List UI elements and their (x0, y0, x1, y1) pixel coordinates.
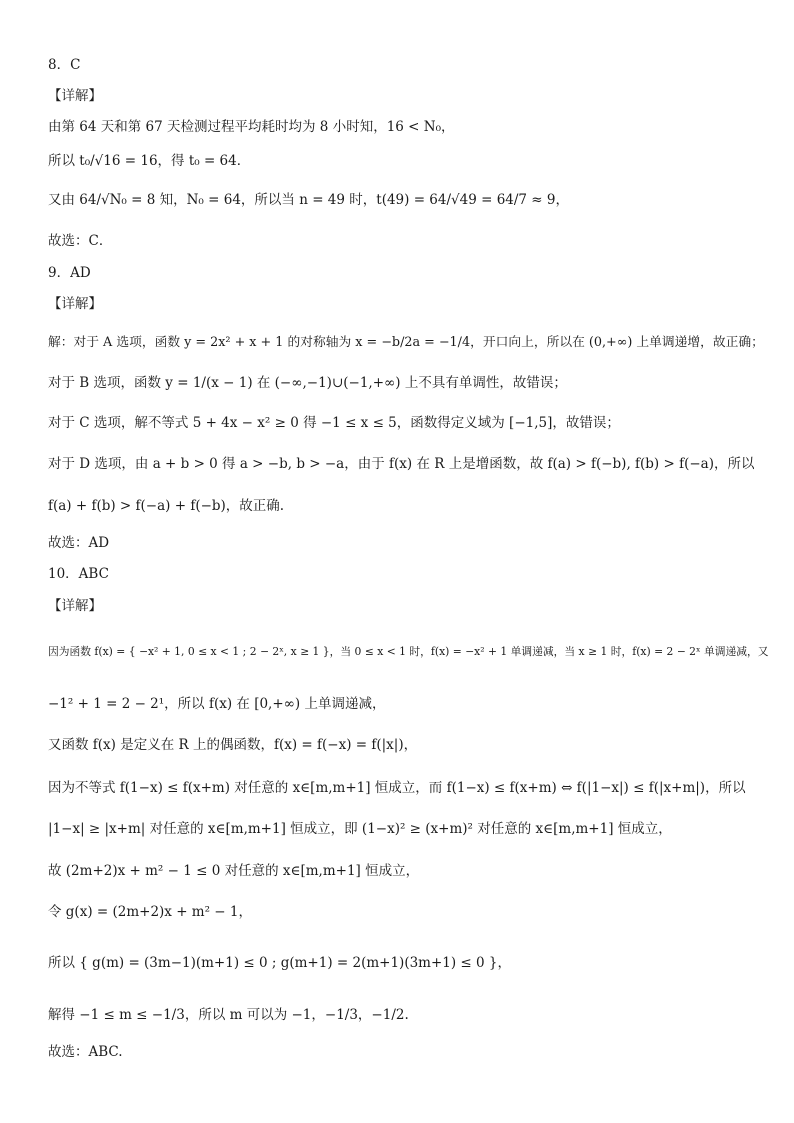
q9-option-d: 对于 D 选项，由 a + b > 0 得 a > −b, b > −a，由于 f(x) 在 R 上是增函数，故 f(a) > f(−b), f(b) > f(−a)，所以 (48, 456, 755, 472)
q9-option-a: 解：对于 A 选项，函数 y = 2x² + x + 1 的对称轴为 x = −b/2a = −1/4，开口向上，所以在 (0,+∞) 上单调递增，故正确； (48, 335, 764, 350)
q10-line-2: −1² + 1 = 2 − 2¹，所以 f(x) 在 [0,+∞) 上单调递减， (48, 696, 386, 712)
q10-line-5: |1−x| ≥ |x+m| 对任意的 x∈[m,m+1] 恒成立，即 (1−x)² ≥ (x+m)² 对任意的 x∈[m,m+1] 恒成立， (48, 821, 672, 837)
q8-choice: 故选：C． (48, 233, 113, 249)
q10-line-9: 解得 −1 ≤ m ≤ −1/3，所以 m 可以为 −1，−1/3，−1/2. (48, 1007, 409, 1023)
q9-choice: 故选：AD (48, 535, 110, 551)
q10-line-3: 又函数 f(x) 是定义在 R 上的偶函数，f(x) = f(−x) = f(|x|)， (48, 737, 418, 753)
q9-answer: 9．AD (48, 265, 91, 281)
q9-option-d-cont: f(a) + f(b) > f(−a) + f(−b)，故正确. (48, 498, 285, 514)
q10-choice: 故选：ABC. (48, 1044, 123, 1060)
q10-answer: 10．ABC (48, 566, 109, 582)
q10-line-4: 因为不等式 f(1−x) ≤ f(x+m) 对任意的 x∈[m,m+1] 恒成立，而 f(1−x) ≤ f(x+m) ⇔ f(|1−x|) ≤ f(|x+m|)，所以 (48, 780, 746, 796)
q8-line-2: 所以 t₀/√16 = 16，得 t₀ = 64． (48, 153, 251, 169)
q8-answer: 8．C (48, 57, 81, 73)
q8-detail-heading: 【详解】 (48, 88, 102, 104)
q9-detail-heading: 【详解】 (48, 296, 102, 312)
q10-detail-heading: 【详解】 (48, 598, 102, 614)
q8-line-1: 由第 64 天和第 67 天检测过程平均耗时均为 8 小时知，16 < N₀， (48, 119, 455, 135)
q10-line-8: 所以 { g(m) = (3m−1)(m+1) ≤ 0 ; g(m+1) = 2(m+1)(3m+1) ≤ 0 }， (48, 955, 512, 971)
q9-option-b: 对于 B 选项，函数 y = 1/(x − 1) 在 (−∞,−1)∪(−1,+∞) 上不具有单调性，故错误； (48, 375, 567, 391)
q8-line-3: 又由 64/√N₀ = 8 知，N₀ = 64，所以当 n = 49 时，t(49) = 64/√49 = 64/7 ≈ 9， (48, 192, 569, 208)
q10-line-6: 故 (2m+2)x + m² − 1 ≤ 0 对任意的 x∈[m,m+1] 恒成立， (48, 863, 420, 879)
q10-line-1: 因为函数 f(x) = { −x² + 1, 0 ≤ x < 1 ; 2 − 2ˣ, x ≥ 1 }，当 0 ≤ x < 1 时，f(x) = −x² + 1 单调递减，当 x ≥ 1 时，f(x) = 2 − 2ˣ 单调递减，又 (48, 645, 769, 658)
q9-option-c: 对于 C 选项，解不等式 5 + 4x − x² ≥ 0 得 −1 ≤ x ≤ 5，函数得定义域为 [−1,5]，故错误； (48, 415, 620, 431)
q10-line-7: 令 g(x) = (2m+2)x + m² − 1， (48, 904, 253, 920)
